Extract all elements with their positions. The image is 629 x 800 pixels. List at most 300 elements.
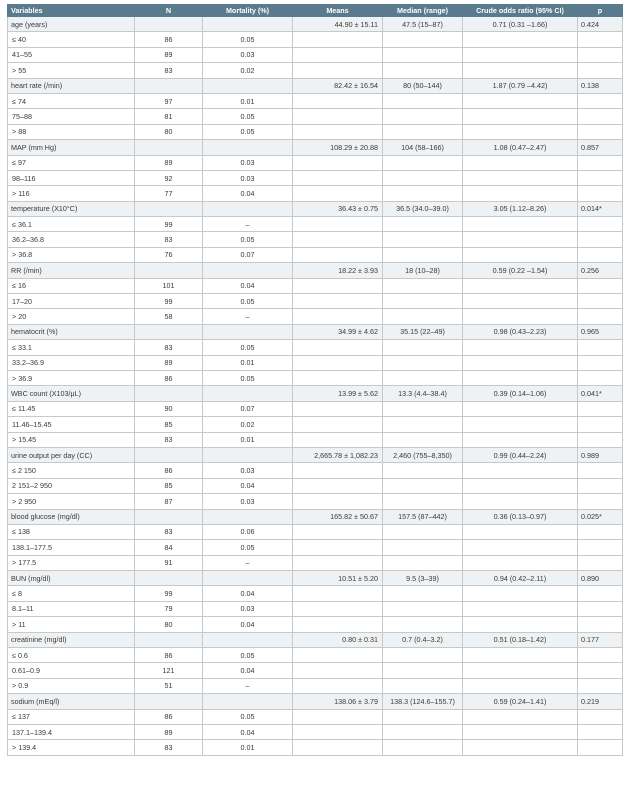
- category-label: ≤ 137: [8, 709, 135, 724]
- odds-ratio-cell: [463, 601, 578, 616]
- category-row: [8, 32, 623, 47]
- category-row: [8, 709, 623, 724]
- mortality-cell: 0.05: [203, 32, 293, 47]
- means-cell: [293, 432, 383, 447]
- variable-name: RR (/min): [8, 263, 135, 278]
- category-row: [8, 217, 623, 232]
- category-row: [8, 494, 623, 509]
- category-label: 11.46–15.45: [8, 417, 135, 432]
- category-row: [8, 340, 623, 355]
- odds-ratio-cell: [463, 555, 578, 570]
- header-p: p: [578, 5, 623, 17]
- n-cell: 83: [135, 63, 203, 78]
- median-cell: 9.5 (3–39): [383, 571, 463, 586]
- category-label: ≤ 0.6: [8, 648, 135, 663]
- p-value-cell: [578, 32, 623, 47]
- category-label: > 177.5: [8, 555, 135, 570]
- odds-ratio-cell: [463, 524, 578, 539]
- median-cell: 80 (50–144): [383, 78, 463, 93]
- category-row: [8, 155, 623, 170]
- mortality-cell: 0.02: [203, 417, 293, 432]
- mortality-cell: –: [203, 678, 293, 693]
- n-cell: 85: [135, 417, 203, 432]
- p-value-cell: 0.219: [578, 694, 623, 709]
- mortality-cell: [203, 447, 293, 462]
- means-cell: [293, 678, 383, 693]
- n-cell: 87: [135, 494, 203, 509]
- means-cell: 165.82 ± 50.67: [293, 509, 383, 524]
- n-cell: 76: [135, 247, 203, 262]
- mortality-cell: 0.01: [203, 740, 293, 755]
- mortality-cell: –: [203, 555, 293, 570]
- variable-row: [8, 78, 623, 93]
- p-value-cell: 0.857: [578, 140, 623, 155]
- n-cell: 89: [135, 355, 203, 370]
- category-row: [8, 186, 623, 201]
- n-cell: 83: [135, 340, 203, 355]
- median-cell: [383, 540, 463, 555]
- means-cell: 2,665.78 ± 1,082.23: [293, 447, 383, 462]
- mortality-cell: [203, 386, 293, 401]
- category-row: [8, 355, 623, 370]
- odds-ratio-cell: [463, 247, 578, 262]
- mortality-cell: 0.03: [203, 170, 293, 185]
- median-cell: [383, 47, 463, 62]
- category-row: [8, 309, 623, 324]
- median-cell: [383, 601, 463, 616]
- odds-ratio-cell: [463, 170, 578, 185]
- p-value-cell: 0.989: [578, 447, 623, 462]
- median-cell: [383, 678, 463, 693]
- category-row: [8, 232, 623, 247]
- p-value-cell: [578, 478, 623, 493]
- mortality-cell: 0.01: [203, 355, 293, 370]
- odds-ratio-cell: [463, 155, 578, 170]
- means-cell: 18.22 ± 3.93: [293, 263, 383, 278]
- odds-ratio-cell: [463, 309, 578, 324]
- n-cell: [135, 571, 203, 586]
- odds-ratio-cell: 0.71 (0.31 –1.66): [463, 17, 578, 32]
- n-cell: 86: [135, 648, 203, 663]
- median-cell: 0.7 (0.4–3.2): [383, 632, 463, 647]
- category-label: 138.1–177.5: [8, 540, 135, 555]
- n-cell: 99: [135, 294, 203, 309]
- n-cell: 83: [135, 524, 203, 539]
- category-row: [8, 247, 623, 262]
- category-row: [8, 278, 623, 293]
- n-cell: 84: [135, 540, 203, 555]
- odds-ratio-cell: [463, 432, 578, 447]
- category-row: [8, 586, 623, 601]
- category-row: [8, 417, 623, 432]
- odds-ratio-cell: [463, 124, 578, 139]
- median-cell: [383, 247, 463, 262]
- variable-row: [8, 509, 623, 524]
- category-label: > 36.8: [8, 247, 135, 262]
- variable-name: heart rate (/min): [8, 78, 135, 93]
- n-cell: [135, 632, 203, 647]
- median-cell: 138.3 (124.6–155.7): [383, 694, 463, 709]
- means-cell: [293, 540, 383, 555]
- header-mortality: Mortality (%): [203, 5, 293, 17]
- median-cell: [383, 309, 463, 324]
- mortality-cell: –: [203, 309, 293, 324]
- odds-ratio-cell: [463, 232, 578, 247]
- means-cell: 34.99 ± 4.62: [293, 324, 383, 339]
- mortality-cell: 0.04: [203, 186, 293, 201]
- odds-ratio-cell: [463, 648, 578, 663]
- odds-ratio-cell: [463, 417, 578, 432]
- median-cell: [383, 170, 463, 185]
- median-cell: 13.3 (4.4–38.4): [383, 386, 463, 401]
- category-label: > 55: [8, 63, 135, 78]
- p-value-cell: [578, 601, 623, 616]
- category-label: ≤ 33.1: [8, 340, 135, 355]
- variable-name: urine output per day (CC): [8, 447, 135, 462]
- means-cell: 44.90 ± 15.11: [293, 17, 383, 32]
- means-cell: [293, 463, 383, 478]
- n-cell: 99: [135, 586, 203, 601]
- odds-ratio-cell: 0.59 (0.24–1.41): [463, 694, 578, 709]
- median-cell: [383, 355, 463, 370]
- median-cell: [383, 32, 463, 47]
- odds-ratio-cell: [463, 355, 578, 370]
- means-cell: [293, 47, 383, 62]
- odds-ratio-cell: [463, 540, 578, 555]
- category-row: [8, 47, 623, 62]
- mortality-cell: 0.05: [203, 370, 293, 385]
- median-cell: [383, 294, 463, 309]
- mortality-cell: 0.06: [203, 524, 293, 539]
- mortality-cell: [203, 632, 293, 647]
- p-value-cell: [578, 93, 623, 108]
- category-label: > 11: [8, 617, 135, 632]
- p-value-cell: [578, 724, 623, 739]
- n-cell: [135, 17, 203, 32]
- p-value-cell: [578, 232, 623, 247]
- mortality-cell: 0.07: [203, 247, 293, 262]
- odds-ratio-cell: [463, 278, 578, 293]
- means-cell: [293, 93, 383, 108]
- p-value-cell: [578, 355, 623, 370]
- n-cell: 83: [135, 232, 203, 247]
- p-value-cell: [578, 186, 623, 201]
- n-cell: 121: [135, 663, 203, 678]
- median-cell: [383, 524, 463, 539]
- means-cell: [293, 586, 383, 601]
- category-row: [8, 555, 623, 570]
- means-cell: 13.99 ± 5.62: [293, 386, 383, 401]
- category-label: 137.1–139.4: [8, 724, 135, 739]
- odds-ratio-cell: [463, 617, 578, 632]
- odds-ratio-cell: [463, 494, 578, 509]
- p-value-cell: [578, 340, 623, 355]
- mortality-cell: [203, 78, 293, 93]
- means-cell: [293, 309, 383, 324]
- variable-row: [8, 694, 623, 709]
- variable-row: [8, 201, 623, 216]
- n-cell: [135, 386, 203, 401]
- odds-ratio-cell: 1.87 (0.79 –4.42): [463, 78, 578, 93]
- median-cell: [383, 217, 463, 232]
- category-label: ≤ 8: [8, 586, 135, 601]
- means-cell: [293, 278, 383, 293]
- category-label: > 36.9: [8, 370, 135, 385]
- p-value-cell: [578, 247, 623, 262]
- category-label: 36.2–36.8: [8, 232, 135, 247]
- p-value-cell: [578, 617, 623, 632]
- variable-row: [8, 386, 623, 401]
- mortality-cell: 0.04: [203, 663, 293, 678]
- category-row: [8, 540, 623, 555]
- p-value-cell: 0.041*: [578, 386, 623, 401]
- category-label: ≤ 74: [8, 93, 135, 108]
- mortality-cell: 0.03: [203, 463, 293, 478]
- category-row: [8, 601, 623, 616]
- median-cell: [383, 494, 463, 509]
- means-cell: [293, 124, 383, 139]
- mortality-cell: 0.03: [203, 601, 293, 616]
- category-label: > 15.45: [8, 432, 135, 447]
- n-cell: 99: [135, 217, 203, 232]
- category-row: [8, 740, 623, 755]
- n-cell: 89: [135, 155, 203, 170]
- mortality-cell: 0.04: [203, 478, 293, 493]
- p-value-cell: [578, 63, 623, 78]
- means-cell: [293, 294, 383, 309]
- p-value-cell: [578, 463, 623, 478]
- p-value-cell: [578, 47, 623, 62]
- variable-name: sodium (mEq/l): [8, 694, 135, 709]
- mortality-cell: 0.03: [203, 155, 293, 170]
- n-cell: 101: [135, 278, 203, 293]
- means-cell: [293, 232, 383, 247]
- n-cell: 79: [135, 601, 203, 616]
- means-cell: [293, 340, 383, 355]
- category-row: [8, 724, 623, 739]
- median-cell: [383, 463, 463, 478]
- n-cell: 86: [135, 32, 203, 47]
- p-value-cell: [578, 740, 623, 755]
- p-value-cell: [578, 370, 623, 385]
- median-cell: [383, 155, 463, 170]
- mortality-cell: [203, 509, 293, 524]
- n-cell: 58: [135, 309, 203, 324]
- median-cell: [383, 555, 463, 570]
- odds-ratio-cell: 0.59 (0.22 –1.54): [463, 263, 578, 278]
- median-cell: [383, 663, 463, 678]
- odds-ratio-cell: [463, 478, 578, 493]
- category-label: > 0.9: [8, 678, 135, 693]
- n-cell: 86: [135, 370, 203, 385]
- p-value-cell: 0.014*: [578, 201, 623, 216]
- p-value-cell: [578, 586, 623, 601]
- means-cell: [293, 555, 383, 570]
- mortality-table: [7, 4, 623, 756]
- odds-ratio-cell: [463, 294, 578, 309]
- mortality-cell: 0.03: [203, 494, 293, 509]
- header-n: N: [135, 5, 203, 17]
- variable-name: creatinine (mg/dl): [8, 632, 135, 647]
- median-cell: [383, 648, 463, 663]
- n-cell: [135, 509, 203, 524]
- mortality-cell: 0.04: [203, 617, 293, 632]
- category-label: 8.1–11: [8, 601, 135, 616]
- n-cell: 83: [135, 432, 203, 447]
- odds-ratio-cell: [463, 109, 578, 124]
- means-cell: [293, 155, 383, 170]
- means-cell: 36.43 ± 0.75: [293, 201, 383, 216]
- n-cell: 89: [135, 47, 203, 62]
- p-value-cell: 0.256: [578, 263, 623, 278]
- odds-ratio-cell: [463, 586, 578, 601]
- mortality-cell: [203, 324, 293, 339]
- category-label: ≤ 97: [8, 155, 135, 170]
- category-row: [8, 124, 623, 139]
- variable-name: MAP (mm Hg): [8, 140, 135, 155]
- category-row: [8, 170, 623, 185]
- table-container: [7, 4, 622, 756]
- category-label: > 116: [8, 186, 135, 201]
- median-cell: 157.5 (87–442): [383, 509, 463, 524]
- odds-ratio-cell: 3.05 (1.12–8.26): [463, 201, 578, 216]
- n-cell: [135, 201, 203, 216]
- n-cell: 92: [135, 170, 203, 185]
- mortality-cell: 0.04: [203, 278, 293, 293]
- p-value-cell: [578, 709, 623, 724]
- p-value-cell: [578, 124, 623, 139]
- means-cell: [293, 186, 383, 201]
- means-cell: [293, 617, 383, 632]
- n-cell: 83: [135, 740, 203, 755]
- variable-name: BUN (mg/dl): [8, 571, 135, 586]
- mortality-cell: 0.03: [203, 47, 293, 62]
- odds-ratio-cell: [463, 340, 578, 355]
- odds-ratio-cell: 0.99 (0.44–2.24): [463, 447, 578, 462]
- n-cell: [135, 447, 203, 462]
- p-value-cell: [578, 278, 623, 293]
- p-value-cell: [578, 170, 623, 185]
- median-cell: [383, 617, 463, 632]
- p-value-cell: [578, 432, 623, 447]
- means-cell: [293, 663, 383, 678]
- median-cell: [383, 740, 463, 755]
- category-label: 75–88: [8, 109, 135, 124]
- means-cell: [293, 32, 383, 47]
- category-label: 33.2–36.9: [8, 355, 135, 370]
- median-cell: [383, 586, 463, 601]
- median-cell: 47.5 (15–87): [383, 17, 463, 32]
- category-label: 98–116: [8, 170, 135, 185]
- category-label: 2 151–2 950: [8, 478, 135, 493]
- odds-ratio-cell: [463, 401, 578, 416]
- p-value-cell: [578, 648, 623, 663]
- mortality-cell: 0.05: [203, 648, 293, 663]
- header-odds-ratio: Crude odds ratio (95% CI): [463, 5, 578, 17]
- median-cell: [383, 186, 463, 201]
- p-value-cell: [578, 678, 623, 693]
- table-body: [8, 17, 623, 756]
- median-cell: [383, 109, 463, 124]
- means-cell: [293, 170, 383, 185]
- mortality-cell: 0.05: [203, 294, 293, 309]
- median-cell: [383, 401, 463, 416]
- means-cell: 0.80 ± 0.31: [293, 632, 383, 647]
- category-row: [8, 678, 623, 693]
- category-label: > 88: [8, 124, 135, 139]
- variable-row: [8, 17, 623, 32]
- mortality-cell: 0.05: [203, 124, 293, 139]
- category-row: [8, 648, 623, 663]
- means-cell: 10.51 ± 5.20: [293, 571, 383, 586]
- odds-ratio-cell: [463, 93, 578, 108]
- mortality-cell: [203, 140, 293, 155]
- header-means: Means: [293, 5, 383, 17]
- median-cell: [383, 124, 463, 139]
- variable-name: age (years): [8, 17, 135, 32]
- odds-ratio-cell: [463, 709, 578, 724]
- p-value-cell: 0.424: [578, 17, 623, 32]
- n-cell: [135, 324, 203, 339]
- mortality-cell: 0.05: [203, 232, 293, 247]
- median-cell: 104 (58–166): [383, 140, 463, 155]
- means-cell: [293, 601, 383, 616]
- category-label: ≤ 11.45: [8, 401, 135, 416]
- means-cell: [293, 401, 383, 416]
- odds-ratio-cell: [463, 740, 578, 755]
- p-value-cell: [578, 217, 623, 232]
- mortality-cell: 0.04: [203, 586, 293, 601]
- means-cell: [293, 709, 383, 724]
- category-row: [8, 63, 623, 78]
- n-cell: 91: [135, 555, 203, 570]
- p-value-cell: 0.025*: [578, 509, 623, 524]
- means-cell: 138.06 ± 3.79: [293, 694, 383, 709]
- odds-ratio-cell: [463, 186, 578, 201]
- n-cell: 80: [135, 124, 203, 139]
- p-value-cell: 0.177: [578, 632, 623, 647]
- n-cell: [135, 78, 203, 93]
- median-cell: [383, 432, 463, 447]
- mortality-cell: 0.05: [203, 540, 293, 555]
- category-row: [8, 93, 623, 108]
- category-row: [8, 109, 623, 124]
- p-value-cell: [578, 663, 623, 678]
- category-label: > 20: [8, 309, 135, 324]
- variable-row: [8, 571, 623, 586]
- category-label: ≤ 2 150: [8, 463, 135, 478]
- means-cell: [293, 724, 383, 739]
- odds-ratio-cell: 0.51 (0.18–1.42): [463, 632, 578, 647]
- mortality-cell: [203, 263, 293, 278]
- means-cell: [293, 524, 383, 539]
- category-label: 0.61–0.9: [8, 663, 135, 678]
- p-value-cell: [578, 494, 623, 509]
- means-cell: [293, 478, 383, 493]
- median-cell: 18 (10–28): [383, 263, 463, 278]
- odds-ratio-cell: [463, 63, 578, 78]
- category-row: [8, 478, 623, 493]
- p-value-cell: 0.138: [578, 78, 623, 93]
- odds-ratio-cell: [463, 463, 578, 478]
- n-cell: 77: [135, 186, 203, 201]
- p-value-cell: [578, 540, 623, 555]
- p-value-cell: [578, 524, 623, 539]
- p-value-cell: [578, 555, 623, 570]
- p-value-cell: 0.890: [578, 571, 623, 586]
- p-value-cell: 0.965: [578, 324, 623, 339]
- odds-ratio-cell: 0.98 (0.43–2.23): [463, 324, 578, 339]
